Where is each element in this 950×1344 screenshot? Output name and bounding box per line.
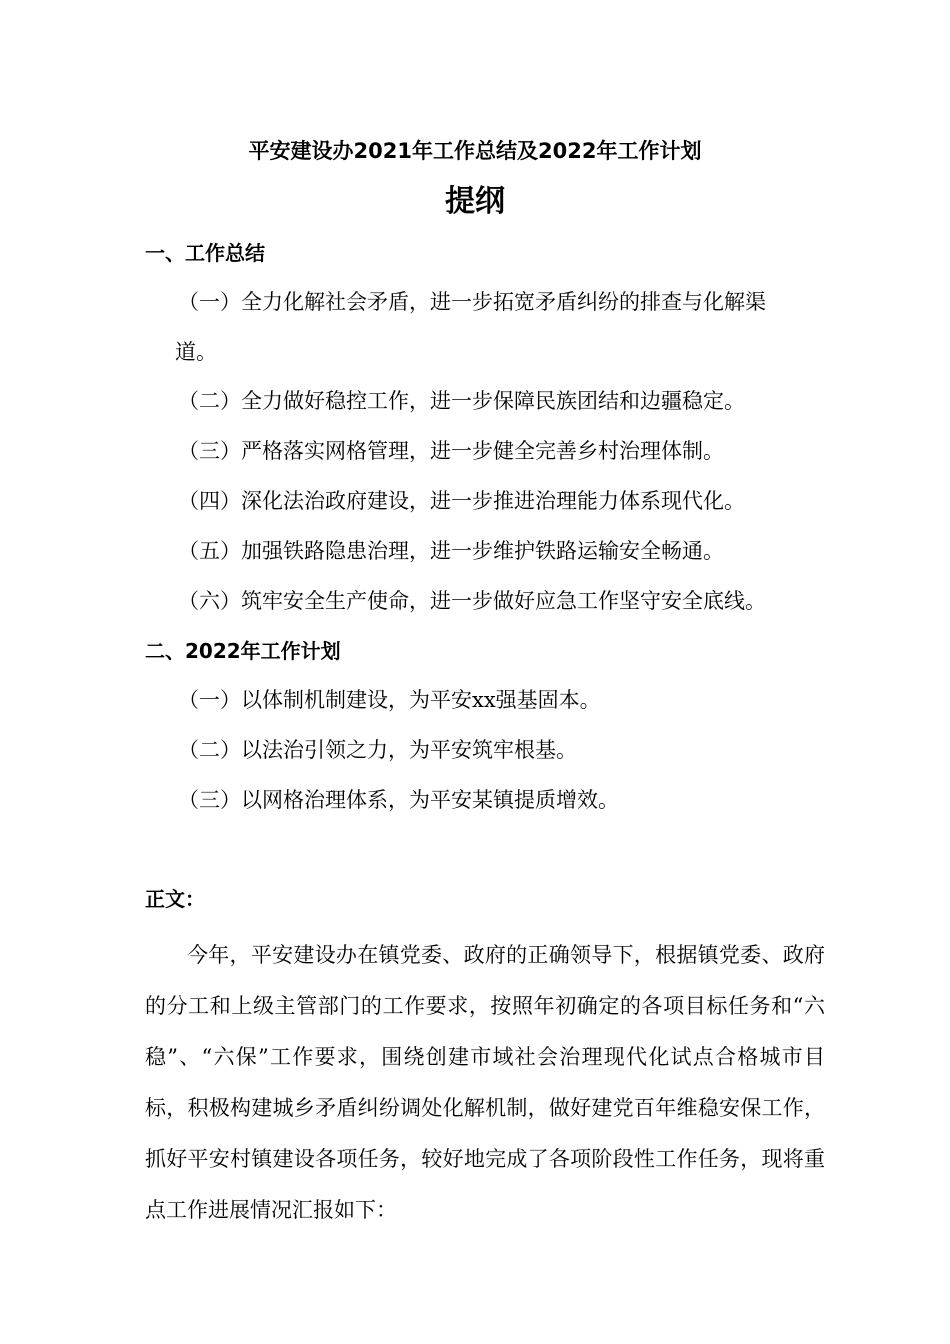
plan-item-3: （三）以网格治理体系，为平安某镇提质增效。 — [178, 788, 619, 812]
section-heading-plan: 二、2022年工作计划 — [145, 639, 341, 663]
plan-item-1: （一）以体制机制建设，为平安xx强基固本。 — [178, 688, 601, 712]
body-paragraph: 今年，平安建设办在镇党委、政府的正确领导下，根据镇党委、政府的分工和上级主管部门的工作要求，按照年初确定的各项目标任务和“六稳”、“六保”工作要求，围绕创建市域社会治理现代化试点合格城市目标，积极构建城乡矛盾纠纷调处化解机制，做好建党百年维稳安保工作，抓好平安村镇建设各项任务，较好地完成了各项阶段性工作任务，现将重点工作进展情况汇报如下： — [145, 943, 825, 1222]
body-label: 正文： — [145, 887, 205, 911]
section-heading-summary: 一、工作总结 — [145, 241, 265, 265]
summary-item-3: （三）严格落实网格管理，进一步健全完善乡村治理体制。 — [178, 439, 724, 463]
summary-item-1: （一）全力化解社会矛盾，进一步拓宽矛盾纠纷的排查与化解渠 — [178, 290, 766, 314]
summary-item-5: （五）加强铁路隐患治理，进一步维护铁路运输安全畅通。 — [178, 539, 724, 563]
summary-item-2: （二）全力做好稳控工作，进一步保障民族团结和边疆稳定。 — [178, 389, 745, 413]
summary-item-4: （四）深化法治政府建设，进一步推进治理能力体系现代化。 — [178, 489, 745, 513]
summary-item-1-continuation: 道。 — [175, 340, 217, 364]
summary-item-6: （六）筑牢安全生产使命，进一步做好应急工作坚守安全底线。 — [178, 589, 766, 613]
document-title: 平安建设办2021年工作总结及2022年工作计划 — [248, 139, 702, 163]
plan-item-2: （二）以法治引领之力，为平安筑牢根基。 — [178, 738, 577, 762]
document-subtitle: 提纲 — [445, 184, 505, 219]
